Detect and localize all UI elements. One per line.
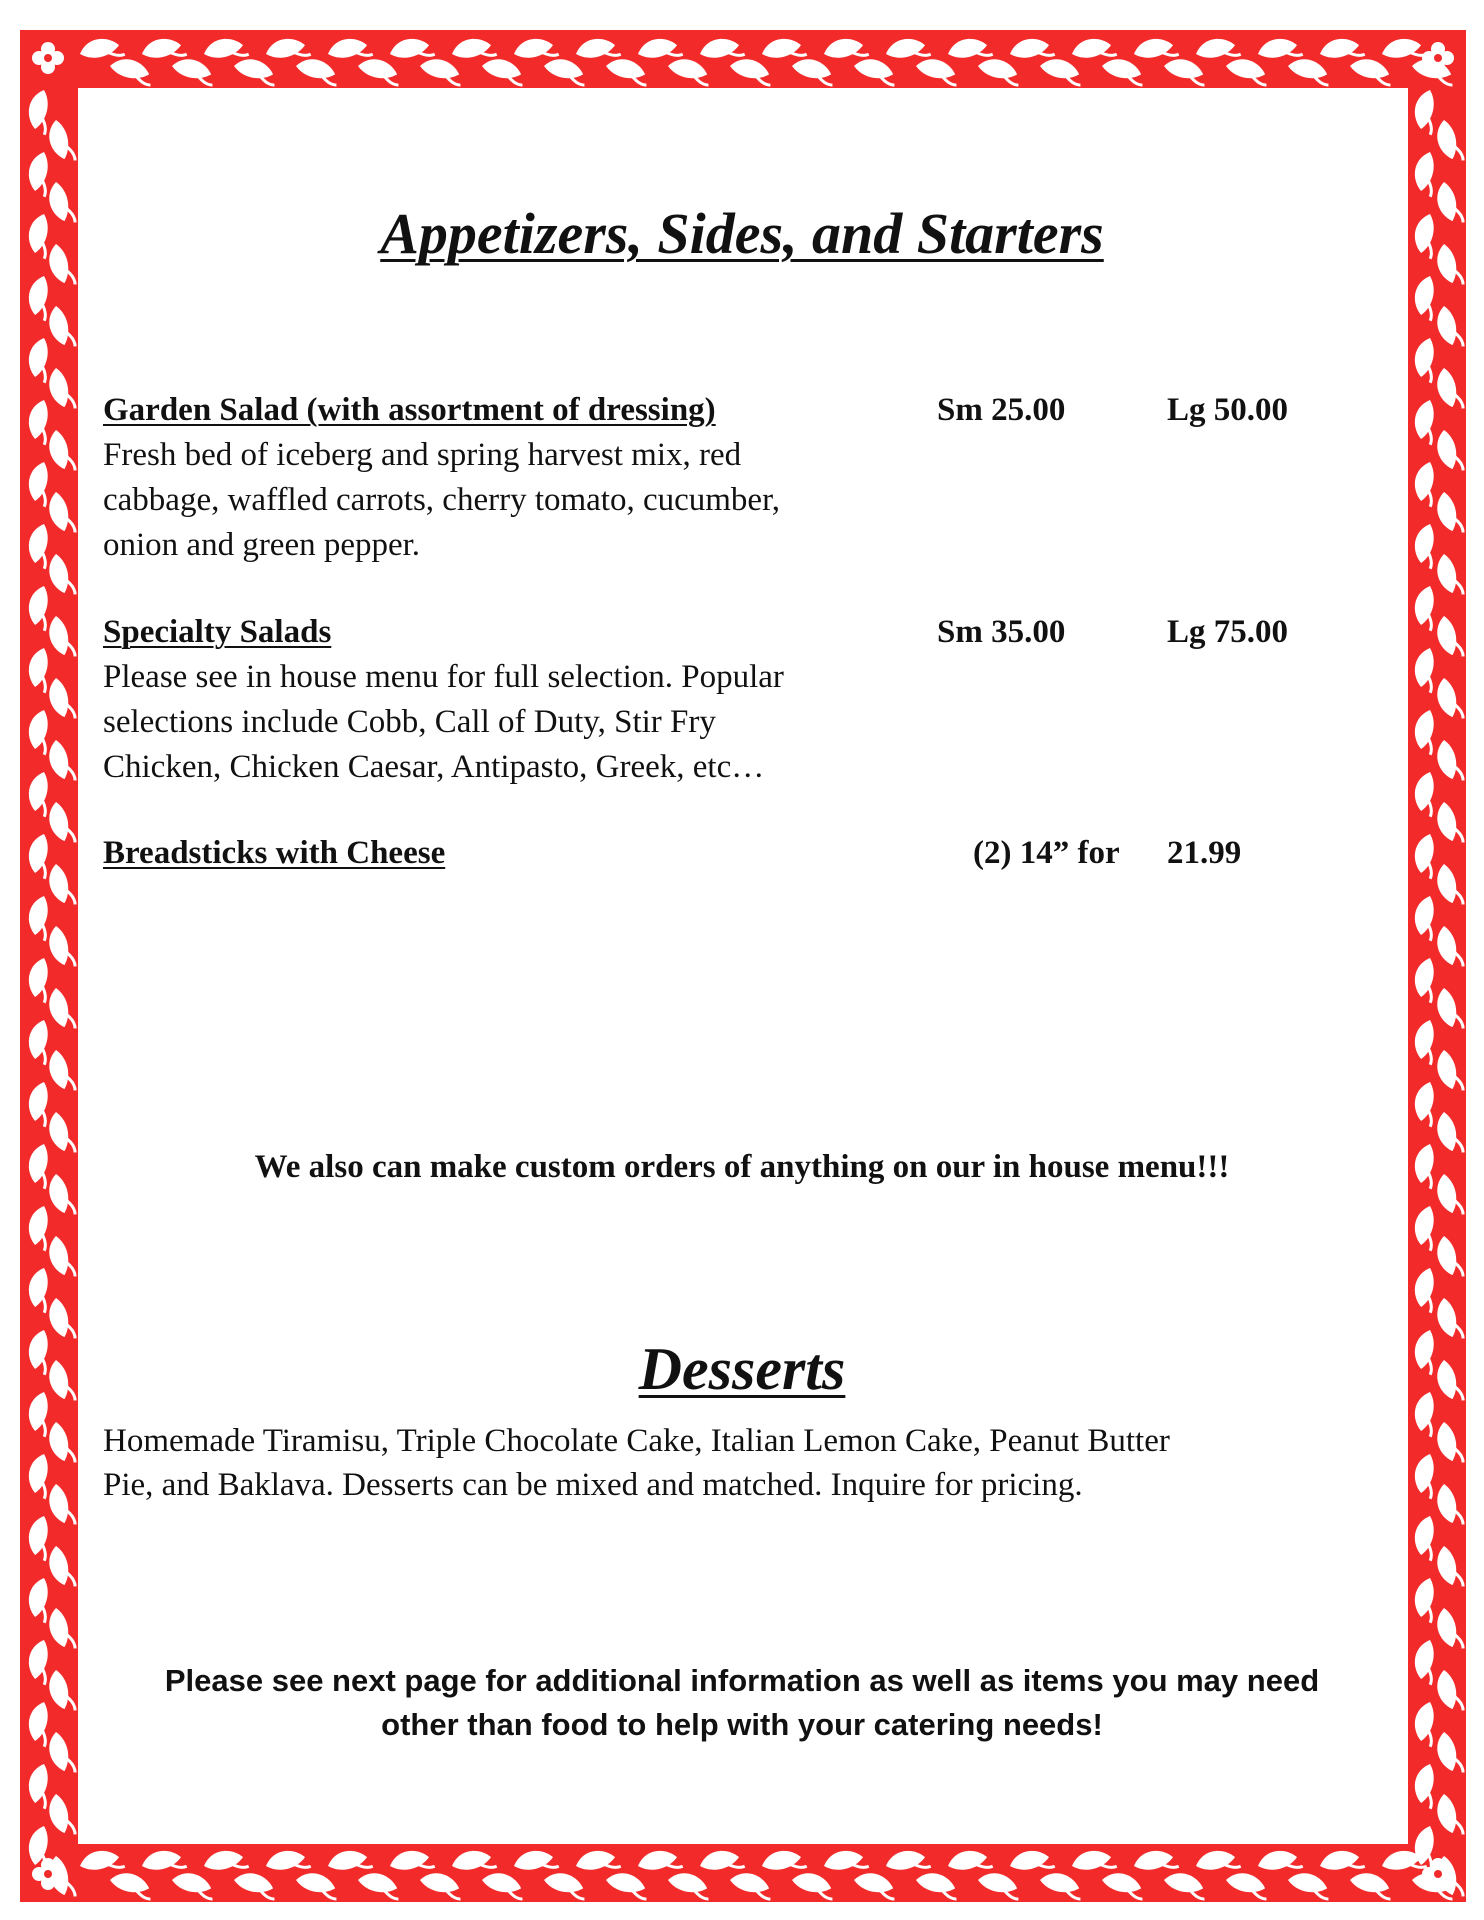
specialty-salads-description — [103, 655, 913, 790]
description-line: Homemade Tiramisu, Triple Chocolate Cake, Italian Lemon Cake, Peanut Butter — [103, 1423, 1170, 1459]
breadsticks-quantity: (2) 14” for — [973, 835, 1120, 871]
description-line: selections include Cobb, Call of Duty, Stir Fry — [103, 704, 716, 740]
specialty-salads-name: Specialty Salads — [103, 614, 332, 650]
description-line: Chicken, Chicken Caesar, Antipasto, Greek, etc… — [103, 749, 765, 785]
description-line: Pie, and Baklava. Desserts can be mixed and matched. Inquire for pricing. — [103, 1467, 1083, 1503]
specialty-salads-price-small: Sm 35.00 — [937, 614, 1066, 650]
footer-line: Please see next page for additional information as well as items you may need — [164, 1663, 1320, 1698]
garden-salad-price-small: Sm 25.00 — [937, 392, 1066, 428]
footer-line: other than food to help with your catering needs! — [381, 1707, 1103, 1742]
desserts-heading: Desserts — [638, 1336, 846, 1402]
garden-salad-price-large: Lg 50.00 — [1167, 392, 1289, 428]
description-line: Fresh bed of iceberg and spring harvest mix, red — [103, 437, 742, 473]
footer-note — [110, 1659, 1374, 1747]
desserts-description — [103, 1419, 1363, 1507]
specialty-salads-price-large: Lg 75.00 — [1167, 614, 1289, 650]
breadsticks-price: 21.99 — [1167, 835, 1242, 871]
description-line: onion and green pepper. — [103, 527, 421, 563]
custom-orders-note: We also can make custom orders of anything on our in house menu!!! — [254, 1149, 1230, 1185]
breadsticks-name: Breadsticks with Cheese — [103, 835, 446, 871]
description-line: cabbage, waffled carrots, cherry tomato, cucumber, — [103, 482, 780, 518]
appetizers-heading: Appetizers, Sides, and Starters — [380, 201, 1104, 266]
garden-salad-description — [103, 433, 903, 568]
garden-salad-name: Garden Salad (with assortment of dressing) — [103, 392, 716, 428]
description-line: Please see in house menu for full selection. Popular — [103, 659, 784, 695]
